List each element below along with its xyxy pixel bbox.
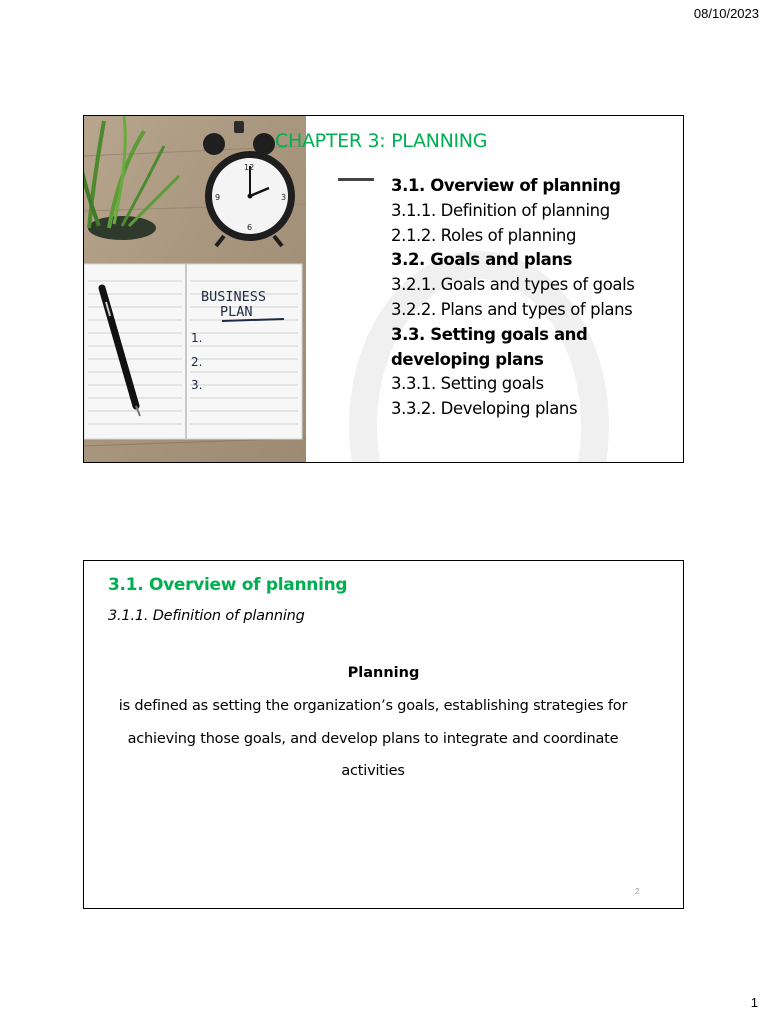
notebook-item-2: 2. <box>191 355 203 369</box>
notebook-title-line2: PLAN <box>220 304 253 320</box>
definition-term: Planning <box>347 665 420 681</box>
toc-item: 2.1.2. Roles of planning <box>391 225 577 245</box>
svg-text:9: 9 <box>215 193 221 202</box>
definition-text: is defined as setting the organization’s goals, establishing strategies for achieving those goals, and develop plans to integrate and coordinate activities <box>118 698 628 779</box>
chapter-title: CHAPTER 3: PLANNING <box>275 130 488 152</box>
svg-text:3: 3 <box>281 193 287 202</box>
section-heading: 3.1. Overview of planning <box>108 575 348 595</box>
slide-chapter-overview <box>83 115 684 463</box>
slide-number: 2 <box>635 887 640 896</box>
notebook-item-1: 1. <box>191 331 203 345</box>
page-number: 1 <box>750 995 758 1010</box>
page-date: 08/10/2023 <box>693 6 759 21</box>
toc-item: 3.2. Goals and plans <box>391 250 573 270</box>
notebook-item-3: 3. <box>191 378 203 392</box>
business-plan-photo <box>84 116 306 462</box>
toc-item: 3.1. Overview of planning <box>391 176 621 195</box>
svg-text:12: 12 <box>244 163 255 172</box>
table-of-contents <box>391 174 681 422</box>
slide-definition <box>83 560 684 909</box>
title-dash <box>338 178 374 181</box>
toc-item: 3.1.1. Definition of planning <box>391 200 610 220</box>
notebook-title-line1: BUSINESS <box>201 289 267 305</box>
toc-item: 3.3.1. Setting goals <box>391 374 544 394</box>
toc-item: 3.3.2. Developing plans <box>391 399 578 419</box>
toc-item: 3.2.2. Plans and types of plans <box>391 299 633 319</box>
toc-item: 3.2.1. Goals and types of goals <box>391 275 635 295</box>
svg-text:6: 6 <box>247 223 253 232</box>
toc-item: 3.3. Setting goals and developing plans <box>391 324 588 369</box>
section-subheading: 3.1.1. Definition of planning <box>108 608 305 624</box>
